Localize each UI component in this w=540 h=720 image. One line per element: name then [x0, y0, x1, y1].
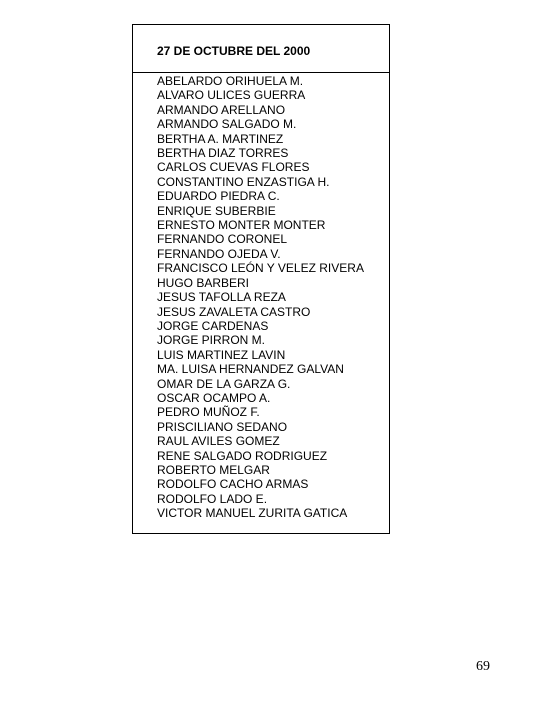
- list-item: LUIS MARTINEZ LAVIN: [157, 347, 286, 362]
- list-item: PEDRO MUÑOZ F.: [157, 405, 260, 420]
- list-item: FRANCISCO LEÓN Y VELEZ RIVERA: [157, 261, 364, 276]
- date-heading: 27 DE OCTUBRE DEL 2000: [157, 44, 311, 58]
- list-item: ARMANDO SALGADO M.: [157, 117, 297, 132]
- list-item: CONSTANTINO ENZASTIGA H.: [157, 174, 330, 189]
- list-item: EDUARDO PIEDRA C.: [157, 189, 280, 204]
- list-item: ARMANDO ARELLANO: [157, 102, 286, 117]
- name-list-box: [132, 24, 390, 534]
- list-item: RAUL AVILES GOMEZ: [157, 434, 280, 449]
- list-item: JESUS ZAVALETA CASTRO: [157, 304, 311, 319]
- list-item: VICTOR MANUEL ZURITA GATICA: [157, 506, 348, 521]
- list-item: OMAR DE LA GARZA G.: [157, 376, 291, 391]
- name-list: [157, 74, 364, 521]
- list-item: ERNESTO MONTER MONTER: [157, 218, 326, 233]
- list-item: JORGE PIRRON M.: [157, 333, 266, 348]
- list-item: CARLOS CUEVAS FLORES: [157, 160, 310, 175]
- heading-divider: [133, 72, 389, 73]
- list-item: JORGE CARDENAS: [157, 318, 269, 333]
- list-item: BERTHA DIAZ TORRES: [157, 146, 289, 161]
- list-item: RODOLFO LADO E.: [157, 491, 268, 506]
- list-item: ABELARDO ORIHUELA M.: [157, 74, 304, 88]
- list-item: ENRIQUE SUBERBIE: [157, 203, 276, 218]
- list-item: RENE SALGADO RODRIGUEZ: [157, 448, 328, 463]
- list-item: RODOLFO CACHO ARMAS: [157, 477, 309, 492]
- list-item: ROBERTO MELGAR: [157, 462, 270, 477]
- page-number: 69: [476, 659, 490, 674]
- list-item: PRISCILIANO SEDANO: [157, 419, 288, 434]
- list-item: ALVARO ULICES GUERRA: [157, 88, 306, 103]
- list-item: OSCAR OCAMPO A.: [157, 390, 271, 405]
- list-item: FERNANDO CORONEL: [157, 232, 288, 247]
- list-item: MA. LUISA HERNANDEZ GALVAN: [157, 362, 344, 377]
- list-item: JESUS TAFOLLA REZA: [157, 290, 286, 305]
- list-item: HUGO BARBERI: [157, 275, 250, 290]
- list-item: BERTHA A. MARTINEZ: [157, 131, 284, 146]
- list-item: FERNANDO OJEDA V.: [157, 246, 281, 261]
